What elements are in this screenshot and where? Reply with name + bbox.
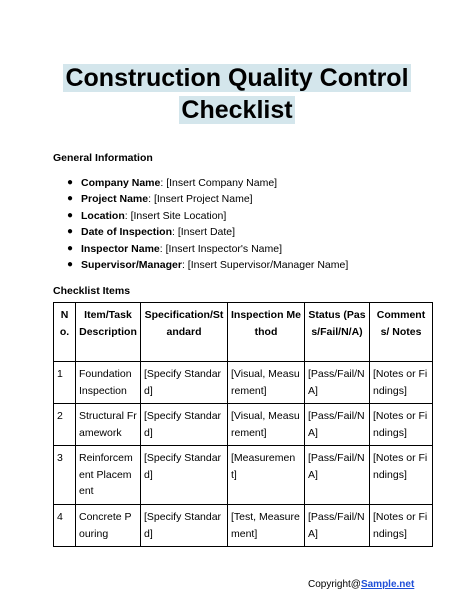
cell-method: [Measurement] (228, 446, 305, 505)
document-title (0, 62, 474, 126)
table-row (54, 362, 433, 404)
cell-comments: [Notes or Findings] (370, 446, 433, 505)
cell-comments: [Notes or Findings] (370, 362, 433, 404)
table-row (54, 446, 433, 505)
table-row (54, 505, 433, 547)
cell-specification: [Specify Standard] (141, 505, 228, 547)
info-label: Location (81, 209, 125, 222)
info-value: : [Insert Supervisor/Manager Name] (181, 259, 349, 272)
info-item-date (53, 224, 348, 240)
title-line-2: Checklist (181, 96, 293, 124)
cell-status: [Pass/Fail/NA] (305, 404, 370, 446)
table-row (54, 404, 433, 446)
info-value: : [Insert Project Name] (148, 193, 253, 206)
general-info-heading: General Information (53, 152, 153, 164)
info-label: Inspector Name (81, 242, 160, 255)
cell-item: Reinforcement Placement (76, 446, 141, 505)
checklist-table (53, 302, 433, 547)
sample-net-link[interactable]: Sample.net (360, 579, 415, 590)
cell-status: [Pass/Fail/NA] (305, 505, 370, 547)
cell-status: [Pass/Fail/NA] (305, 446, 370, 505)
bullet-icon: ● (67, 177, 74, 188)
cell-item: Foundation Inspection (76, 362, 141, 404)
bullet-icon: ● (67, 259, 74, 271)
bullet-icon: ● (67, 242, 74, 254)
cell-status: [Pass/Fail/NA] (305, 362, 370, 404)
table-header-row (54, 303, 433, 362)
info-value: : [Insert Inspector's Name] (159, 242, 282, 255)
column-header-specification: Specification/Standard (141, 303, 228, 362)
info-label: Project Name (81, 193, 149, 206)
title-line-1: Construction Quality Control (65, 64, 409, 92)
column-header-method: Inspection Method (228, 303, 305, 362)
cell-item: Structural Framework (76, 404, 141, 446)
cell-item: Concrete Pouring (76, 505, 141, 547)
cell-comments: [Notes or Findings] (370, 404, 433, 446)
bullet-icon: ● (67, 193, 74, 205)
info-label: Date of Inspection (81, 226, 173, 239)
info-value: : [Insert Date] (172, 226, 236, 239)
cell-method: [Test, Measurement] (228, 505, 305, 547)
info-value: : [Insert Site Location] (124, 209, 227, 222)
info-item-supervisor (53, 257, 348, 273)
info-label: Supervisor/Manager (81, 259, 182, 272)
checklist-heading: Checklist Items (53, 285, 131, 297)
cell-method: [Visual, Measurement] (228, 404, 305, 446)
column-header-item: Item/Task Description (76, 303, 141, 362)
cell-specification: [Specify Standard] (141, 362, 228, 404)
cell-no: 3 (54, 446, 76, 505)
info-item-company (53, 175, 348, 191)
cell-no: 4 (54, 505, 76, 547)
cell-no: 1 (54, 362, 76, 404)
cell-specification: [Specify Standard] (141, 404, 228, 446)
column-header-no: No. (54, 303, 76, 362)
copyright-text: Copyright@ (308, 579, 361, 590)
info-item-project (53, 191, 348, 207)
column-header-status: Status (Pass/Fail/N/A) (305, 303, 370, 362)
cell-no: 2 (54, 404, 76, 446)
info-item-inspector (53, 241, 348, 257)
info-item-location (53, 208, 348, 224)
column-header-comments: Comments/ Notes (370, 303, 433, 362)
info-value: : [Insert Company Name] (160, 177, 278, 189)
footer-copyright (308, 579, 414, 590)
info-label: Company Name (81, 177, 161, 189)
bullet-icon: ● (67, 209, 74, 221)
cell-comments: [Notes or Findings] (370, 505, 433, 547)
bullet-icon: ● (67, 226, 74, 238)
cell-specification: [Specify Standard] (141, 446, 228, 505)
general-info-list (53, 175, 348, 273)
cell-method: [Visual, Measurement] (228, 362, 305, 404)
